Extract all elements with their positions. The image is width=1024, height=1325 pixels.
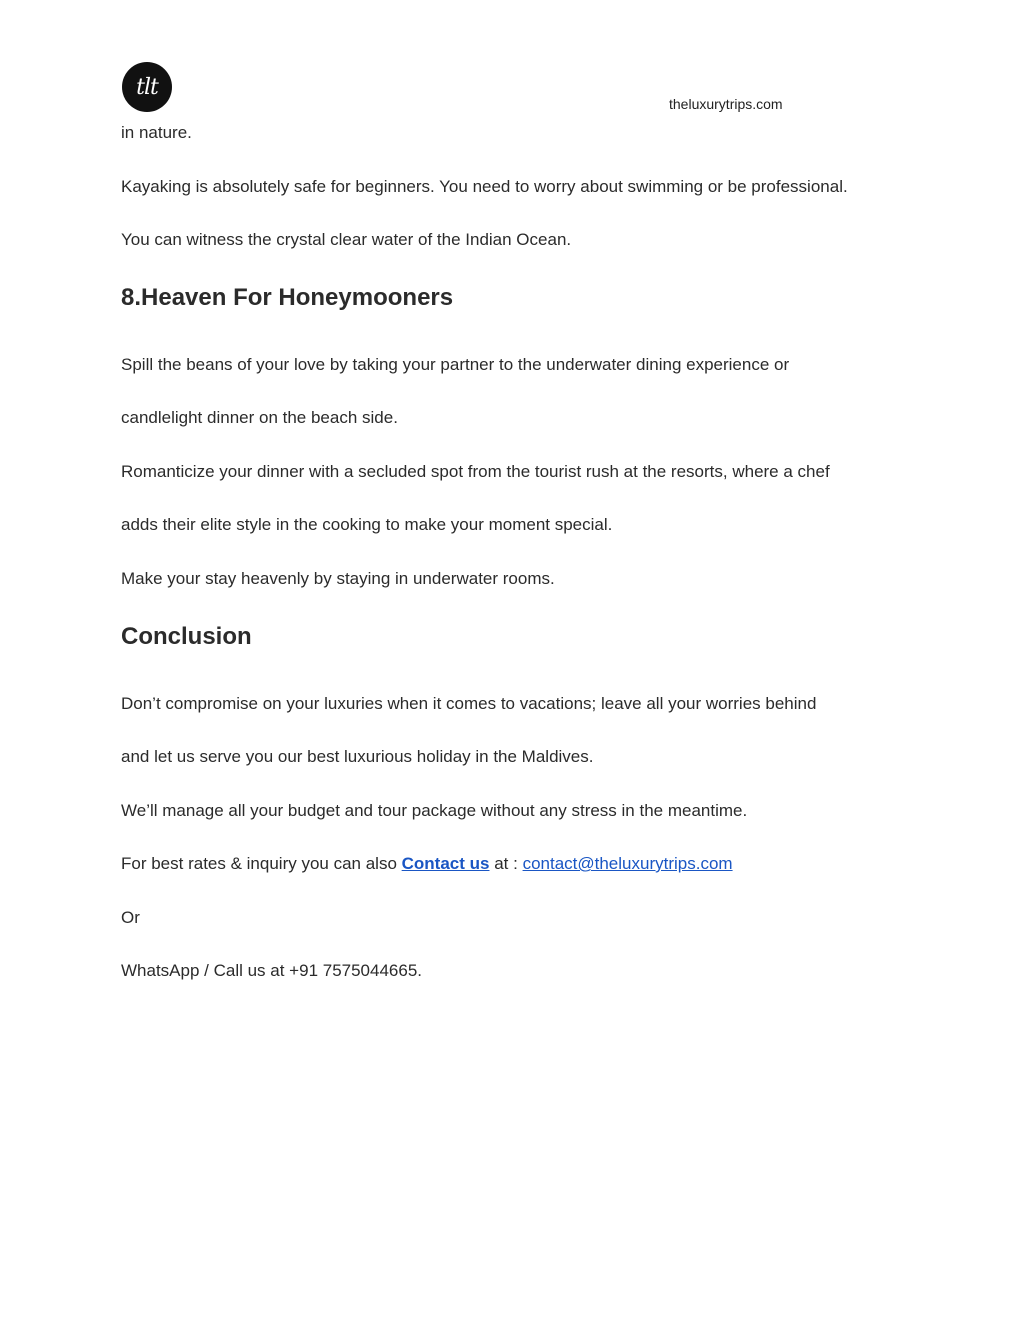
contact-email-link[interactable]: contact@theluxurytrips.com bbox=[522, 854, 733, 873]
conclusion-line-1: Don’t compromise on your luxuries when it comes to vacations; leave all your worries behind bbox=[121, 694, 817, 713]
site-logo: tlt bbox=[122, 62, 172, 112]
contact-us-link[interactable]: Contact us bbox=[401, 854, 490, 873]
honeymoon-line-3: Romanticize your dinner with a secluded spot from the tourist rush at the resorts, where a chef bbox=[121, 462, 830, 481]
contact-middle: at : bbox=[489, 854, 523, 873]
intro-line-1: in nature. bbox=[121, 123, 192, 142]
section-heading-honeymooners: 8.Heaven For Honeymooners bbox=[121, 284, 454, 311]
contact-line bbox=[121, 853, 733, 875]
intro-line-2: Kayaking is absolutely safe for beginners. You need to worry about swimming or be professional. bbox=[121, 177, 848, 196]
section-heading-conclusion: Conclusion bbox=[121, 623, 252, 650]
honeymoon-line-4: adds their elite style in the cooking to make your moment special. bbox=[121, 515, 613, 534]
conclusion-line-3: We’ll manage all your budget and tour package without any stress in the meantime. bbox=[121, 801, 748, 820]
contact-prefix: For best rates & inquiry you can also bbox=[121, 854, 402, 873]
conclusion-line-2: and let us serve you our best luxurious holiday in the Maldives. bbox=[121, 747, 594, 766]
site-url: theluxurytrips.com bbox=[669, 96, 783, 112]
whatsapp-line: WhatsApp / Call us at +91 7575044665. bbox=[121, 961, 423, 980]
honeymoon-line-5: Make your stay heavenly by staying in underwater rooms. bbox=[121, 569, 555, 588]
honeymoon-line-2: candlelight dinner on the beach side. bbox=[121, 408, 398, 427]
intro-line-3: You can witness the crystal clear water of the Indian Ocean. bbox=[121, 230, 572, 249]
or-text: Or bbox=[121, 908, 140, 927]
honeymoon-line-1: Spill the beans of your love by taking your partner to the underwater dining experience or bbox=[121, 355, 790, 374]
